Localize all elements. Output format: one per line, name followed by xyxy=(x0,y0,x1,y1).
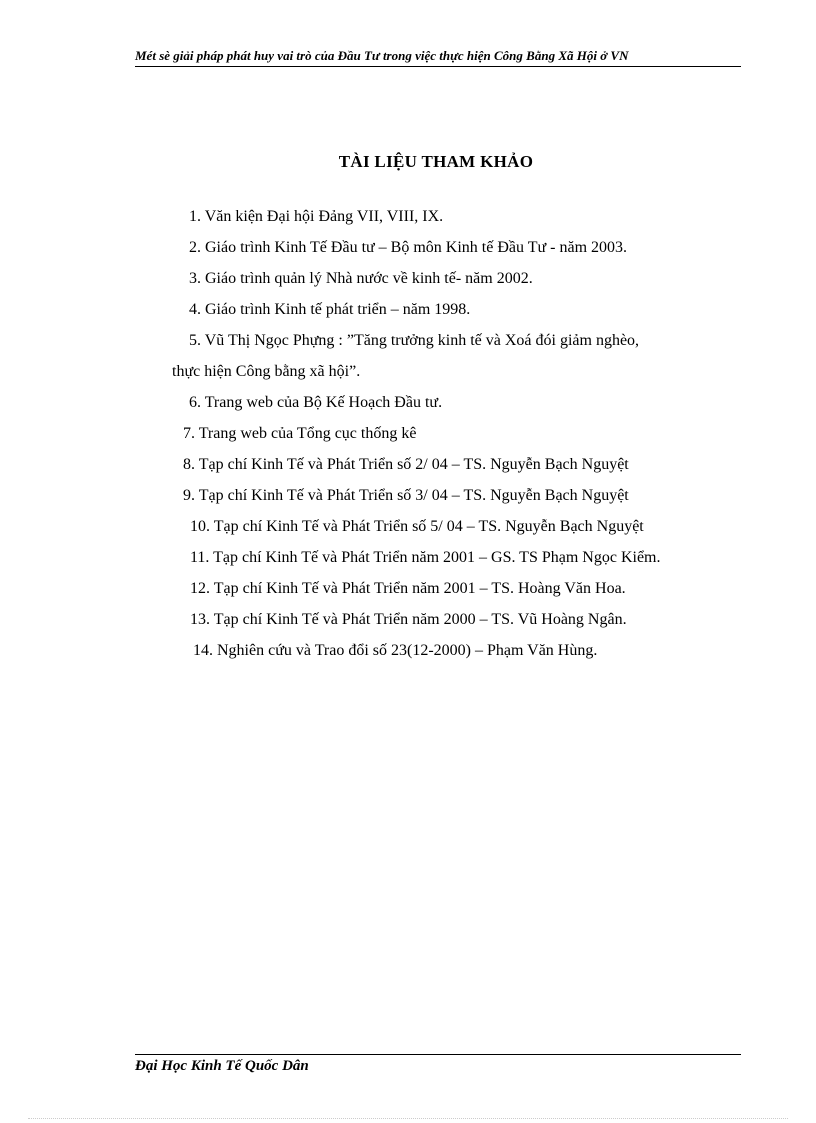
page-title: TÀI LIỆU THAM KHẢO xyxy=(338,152,534,171)
footer-divider xyxy=(135,1054,741,1055)
running-header: Mét sè giải pháp phát huy vai trò của Đầu Tư trong việc thực hiện Công Bằng Xã Hội ở VN xyxy=(135,48,741,67)
reference-item: 6. Trang web của Bộ Kế Hoạch Đầu tư. xyxy=(189,394,443,411)
reference-item: 12. Tạp chí Kinh Tế và Phát Triển năm 2001 – TS. Hoàng Văn Hoa. xyxy=(190,580,626,597)
reference-item: 5. Vũ Thị Ngọc Phựng : ”Tăng trưởng kinh tế và Xoá đói giảm nghèo, xyxy=(189,332,640,349)
reference-item: 4. Giáo trình Kinh tế phát triển – năm 1998. xyxy=(189,301,471,318)
reference-item: 1. Văn kiện Đại hội Đảng VII, VIII, IX. xyxy=(189,208,444,225)
reference-item: 10. Tạp chí Kinh Tế và Phát Triển số 5/ 04 – TS. Nguyễn Bạch Nguyệt xyxy=(190,518,644,535)
reference-item: 2. Giáo trình Kinh Tế Đầu tư – Bộ môn Kinh tế Đầu Tư - năm 2003. xyxy=(189,239,628,256)
running-footer: Đại Học Kinh Tế Quốc Dân xyxy=(135,1058,309,1074)
reference-item: 9. Tạp chí Kinh Tế và Phát Triển số 3/ 04 – TS. Nguyễn Bạch Nguyệt xyxy=(183,487,629,504)
reference-item: 8. Tạp chí Kinh Tế và Phát Triển số 2/ 04 – TS. Nguyễn Bạch Nguyệt xyxy=(183,456,629,473)
reference-item: 11. Tạp chí Kinh Tế và Phát Triển năm 2001 – GS. TS Phạm Ngọc Kiểm. xyxy=(190,549,661,566)
reference-item: 13. Tạp chí Kinh Tế và Phát Triển năm 2000 – TS. Vũ Hoàng Ngân. xyxy=(190,611,627,628)
page-bottom-dotted-divider xyxy=(28,1118,788,1119)
reference-item: 14. Nghiên cứu và Trao đổi số 23(12-2000) – Phạm Văn Hùng. xyxy=(193,642,598,659)
reference-item-continuation: thực hiện Công bằng xã hội”. xyxy=(172,363,361,380)
reference-item: 3. Giáo trình quản lý Nhà nước về kinh tế- năm 2002. xyxy=(189,270,533,287)
reference-item: 7. Trang web của Tổng cục thống kê xyxy=(183,425,417,442)
